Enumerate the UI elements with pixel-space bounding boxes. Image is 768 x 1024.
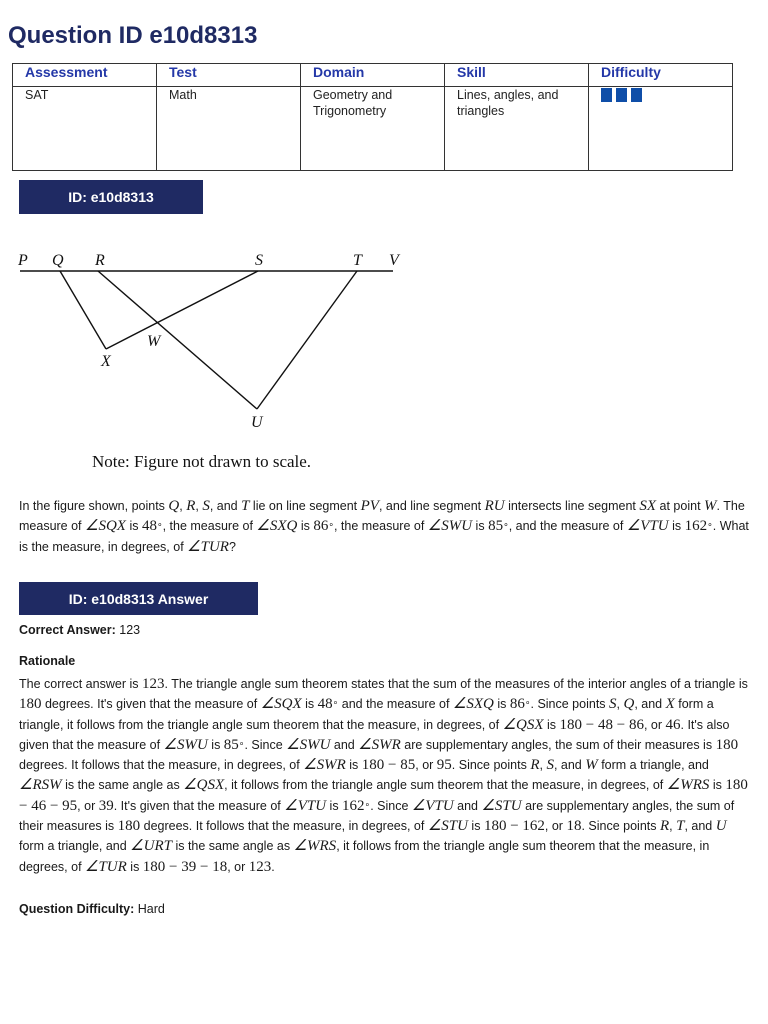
math-angle: ∠STU: [481, 797, 522, 814]
rationale-text: [19, 674, 754, 877]
question-text-part: , and: [209, 499, 242, 513]
math-number: 48: [141, 518, 157, 535]
difficulty-bar: [601, 88, 612, 102]
difficulty-bar: [616, 88, 627, 102]
rationale-text-part: is: [345, 758, 362, 773]
meta-value-test: Math: [157, 87, 301, 171]
rationale-text-part: is the same angle as: [61, 778, 184, 793]
math-segment: PV: [360, 498, 379, 514]
rationale-text-part: is: [126, 859, 143, 874]
label-s: S: [255, 252, 263, 269]
rationale-text-part: is: [543, 717, 560, 732]
figure-note: Note: Figure not drawn to scale.: [92, 452, 312, 471]
geometry-figure: [0, 240, 420, 440]
rationale-text-part: is the same angle as: [171, 839, 294, 854]
rationale-text-part: and: [330, 737, 359, 752]
question-text-part: ,: [195, 499, 203, 513]
question-text-part: intersects line segment: [504, 499, 640, 513]
math-number: 123: [141, 676, 165, 692]
rationale-text-part: is: [709, 778, 726, 793]
math-angle: ∠SQX: [260, 696, 302, 713]
meta-header-domain: Domain: [301, 64, 445, 87]
math-angle: ∠QSX: [183, 777, 225, 794]
rationale-text-part: , it follows from the triangle angle sum theorem that the measure, in degrees, of: [19, 839, 710, 874]
correct-answer: [19, 620, 140, 640]
math-number: 46: [665, 716, 681, 733]
rationale-text-part: and the measure of: [338, 697, 453, 712]
math-number: 86: [313, 518, 329, 535]
segment-ut: [257, 271, 357, 409]
rationale-text-part: . Since: [370, 798, 412, 813]
rationale-text-part: degrees. It follows that the measure, in degrees, of: [19, 758, 304, 773]
rationale-text-part: and: [453, 798, 482, 813]
math-number: 18: [566, 818, 582, 835]
math-point: T: [676, 818, 685, 835]
rationale-text-part: . It's given that the measure of: [113, 798, 285, 813]
math-point: T: [241, 498, 250, 514]
math-angle: ∠SWR: [303, 757, 346, 774]
math-point: R: [530, 757, 540, 774]
math-angle: ∠VTU: [626, 518, 669, 535]
math-point: Q: [168, 498, 180, 514]
math-number: 85: [488, 518, 504, 535]
rationale-text-part: . The triangle angle sum theorem states that the sum of the measures of the interior angles of a triangle is: [164, 677, 748, 691]
math-expression: 180 − 162: [483, 818, 545, 835]
question-text-part: . What is the measure, in degrees, of: [19, 519, 749, 554]
correct-answer-label: Correct Answer:: [19, 623, 116, 637]
rationale-text-part: form a triangle, and: [597, 758, 709, 773]
math-angle: ∠VTU: [411, 797, 454, 814]
math-point: W: [585, 757, 598, 774]
math-point: W: [704, 498, 717, 514]
math-point: R: [659, 818, 670, 835]
rationale-text-part: , and: [684, 819, 716, 834]
math-expression: 180 − 85: [361, 757, 416, 774]
math-angle: ∠SWU: [286, 736, 331, 753]
meta-value-skill: Lines, angles, and triangles: [445, 87, 589, 171]
label-u: U: [251, 414, 263, 431]
math-angle: ∠SWU: [163, 736, 208, 753]
rationale-text-part: . Since points: [451, 758, 531, 773]
difficulty-bar: [631, 88, 642, 102]
question-difficulty-label: Question Difficulty:: [19, 902, 135, 916]
math-angle: ∠WRS: [293, 838, 337, 855]
rationale-text-part: , it follows from the triangle angle sum theorem that the measure, in degrees, of: [224, 778, 667, 793]
question-text-part: at point: [656, 499, 705, 513]
math-point: U: [715, 818, 727, 835]
math-angle: ∠SWR: [358, 736, 401, 753]
label-w: W: [147, 333, 161, 350]
question-text: [19, 496, 749, 557]
rationale-text-part: ,: [616, 697, 624, 712]
answer-id-banner: ID: e10d8313 Answer: [19, 582, 258, 615]
math-point: R: [186, 498, 196, 514]
math-angle: ∠VTU: [284, 797, 327, 814]
degree-symbol: ∘: [238, 737, 245, 748]
question-text-part: is: [668, 519, 685, 534]
question-text-part: lie on line segment: [249, 499, 361, 513]
rationale-text-part: , or: [415, 758, 437, 773]
rationale-text-part: ,: [669, 819, 677, 834]
question-text-part: , the measure of: [333, 519, 428, 534]
question-text-part: is: [125, 519, 142, 534]
question-text-part: , and line segment: [378, 499, 485, 513]
math-number: 162: [684, 518, 708, 535]
rationale-text-part: . Since points: [530, 697, 610, 712]
meta-header-difficulty: Difficulty: [589, 64, 733, 87]
question-difficulty: [19, 899, 165, 919]
question-text-part: , and the measure of: [508, 519, 627, 534]
math-number: 180: [117, 818, 141, 835]
math-angle: ∠TUR: [85, 858, 127, 875]
math-number: 95: [436, 757, 452, 774]
math-angle: ∠SQX: [85, 518, 126, 535]
rationale-text-part: is: [467, 819, 484, 834]
meta-header-assessment: Assessment: [13, 64, 157, 87]
meta-header-skill: Skill: [445, 64, 589, 87]
math-angle: ∠TUR: [187, 538, 229, 555]
rationale-text-part: form a triangle, it follows from the triangle angle sum theorem that the measure, in degrees, of: [19, 697, 714, 732]
degree-symbol: ∘: [524, 697, 531, 708]
rationale-text-part: . Since points: [581, 819, 660, 834]
math-point: S: [202, 498, 210, 514]
math-point: S: [609, 696, 617, 713]
rationale-text-part: degrees. It's given that the measure of: [41, 697, 261, 712]
rationale-text-part: The correct answer is: [19, 677, 142, 691]
label-p: P: [18, 252, 28, 269]
rationale-text-part: is: [326, 798, 343, 813]
rationale-text-part: are supplementary angles, the sum of their measures is: [400, 737, 716, 752]
difficulty-indicator: [601, 91, 646, 105]
rationale-text-part: , or: [643, 717, 666, 732]
math-angle: ∠SWU: [427, 518, 473, 535]
degree-symbol: ∘: [364, 798, 371, 809]
math-number: 123: [248, 858, 272, 875]
math-angle: ∠QSX: [502, 716, 544, 733]
rationale-text-part: , and: [553, 758, 586, 773]
math-angle: ∠SXQ: [256, 518, 298, 535]
label-q: Q: [52, 252, 64, 269]
degree-symbol: ∘: [328, 519, 334, 530]
math-number: 86: [509, 696, 525, 713]
math-number: 48: [317, 696, 333, 713]
rationale-text-part: ,: [539, 758, 547, 773]
rationale-heading: Rationale: [19, 654, 76, 668]
math-angle: ∠WRS: [666, 777, 710, 794]
math-segment: SX: [639, 498, 657, 514]
rationale-text-part: are supplementary angles, the sum of their measures is: [19, 798, 735, 834]
math-expression: 180 − 48 − 86: [559, 716, 644, 733]
math-point: Q: [623, 696, 635, 713]
segment-qx: [60, 271, 106, 349]
label-r: R: [95, 252, 105, 269]
question-id-banner: ID: e10d8313: [19, 180, 203, 214]
question-meta-table: [12, 63, 733, 171]
math-number: 39: [98, 797, 114, 814]
math-number: 85: [223, 736, 239, 753]
segment-ru: [98, 271, 257, 409]
math-angle: ∠URT: [130, 838, 172, 855]
question-text-part: , the measure of: [162, 519, 257, 534]
label-x: X: [101, 353, 111, 370]
question-text-part: is: [297, 519, 314, 534]
page-title: Question ID e10d8313: [8, 22, 258, 49]
math-point: X: [665, 696, 675, 713]
math-number: 180: [715, 736, 739, 753]
degree-symbol: ∘: [503, 519, 509, 530]
question-text-part: In the figure shown, points: [19, 499, 169, 513]
question-text-part: is: [472, 519, 489, 534]
meta-header-test: Test: [157, 64, 301, 87]
rationale-text-part: , or: [77, 798, 99, 813]
math-angle: ∠STU: [427, 818, 468, 835]
question-text-part: ,: [179, 499, 187, 513]
segment-xs: [106, 271, 258, 349]
question-difficulty-value: Hard: [137, 902, 165, 916]
meta-value-difficulty: [589, 87, 733, 171]
rationale-text-part: form a triangle, and: [19, 839, 131, 854]
degree-symbol: ∘: [156, 519, 163, 530]
question-text-part: ?: [228, 539, 236, 554]
question-text-part: . The measure of: [19, 499, 745, 534]
label-v: V: [389, 252, 399, 269]
rationale-text-part: , and: [634, 697, 666, 712]
rationale-text-part: is: [207, 737, 224, 752]
math-angle: ∠RSW: [19, 777, 62, 794]
meta-value-domain: Geometry and Trigonometry: [301, 87, 445, 171]
math-point: S: [546, 757, 554, 774]
label-t: T: [353, 252, 362, 269]
math-number: 180: [19, 696, 42, 713]
rationale-text-part: is: [301, 697, 318, 712]
correct-answer-value: 123: [119, 623, 141, 637]
rationale-text-part: .: [271, 859, 275, 874]
degree-symbol: ∘: [332, 697, 339, 708]
rationale-text-part: , or: [544, 819, 567, 834]
math-expression: 180 − 39 − 18: [142, 858, 228, 875]
meta-value-assessment: SAT: [13, 87, 157, 171]
rationale-text-part: . It's also given that the measure of: [19, 717, 730, 752]
math-expression: 180 − 46 − 95: [19, 777, 748, 814]
degree-symbol: ∘: [707, 519, 713, 530]
rationale-text-part: . Since: [244, 737, 287, 752]
rationale-text-part: degrees. It follows that the measure, in degrees, of: [140, 819, 428, 834]
rationale-text-part: , or: [227, 859, 249, 874]
math-angle: ∠SXQ: [452, 696, 494, 713]
rationale-text-part: is: [493, 697, 510, 712]
math-segment: RU: [484, 498, 505, 514]
math-number: 162: [342, 797, 365, 814]
